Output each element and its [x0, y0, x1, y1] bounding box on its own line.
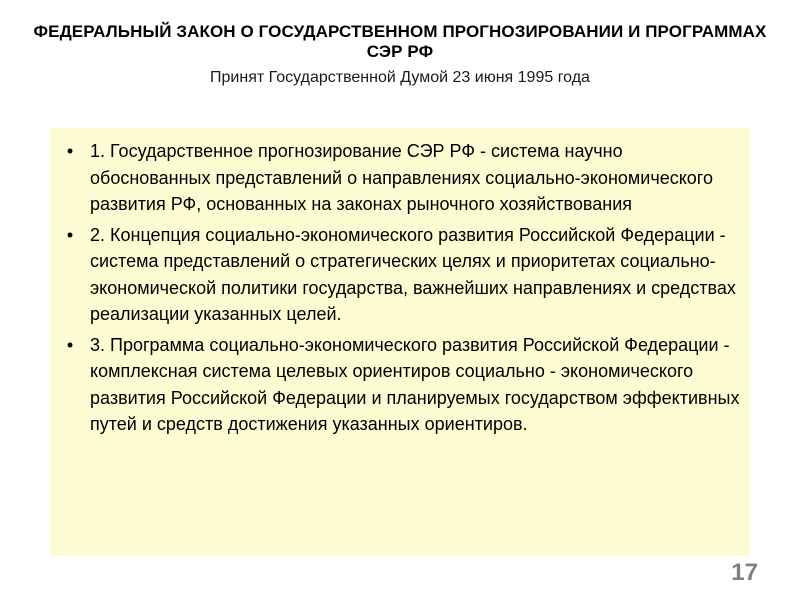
bullet-icon: • [66, 141, 74, 161]
bullet-text: 2. Концепция социально-экономического развития Российской Федерации - система представлений о стратегических целях и приоритетах социально-экономической политики государства, важнейших направлениях и средствах реализации указанных целей. [90, 224, 736, 324]
page-number: 17 [731, 559, 758, 586]
content-box [50, 128, 750, 556]
bullet-icon: • [66, 224, 74, 245]
slide-subtitle: Принят Государственной Думой 23 июня 1995 года [210, 69, 590, 86]
bullet-text: 3. Программа социально-экономического развития Российской Федерации - комплексная система целевых ориентиров социально - экономического развития Российской Федерации и планируемых государством эффективных путей и средств достижения указанных ориентиров. [90, 334, 740, 434]
bullet-list [50, 128, 750, 438]
bullet-item [50, 222, 740, 328]
bullet-text: 1. Государственное прогнозирование СЭР РФ - система научно обоснованных представлений о направлениях социально-экономического развития РФ, основанных на законах рыночного хозяйствования [90, 141, 713, 214]
slide-title: ФЕДЕРАЛЬНЫЙ ЗАКОН О ГОСУДАРСТВЕННОМ ПРОГНОЗИРОВАНИИ И ПРОГРАММАХ СЭР РФ [33, 22, 767, 61]
bullet-item [50, 138, 740, 218]
bullet-item [50, 332, 740, 438]
bullet-icon: • [66, 334, 74, 355]
slide-header [0, 22, 800, 88]
